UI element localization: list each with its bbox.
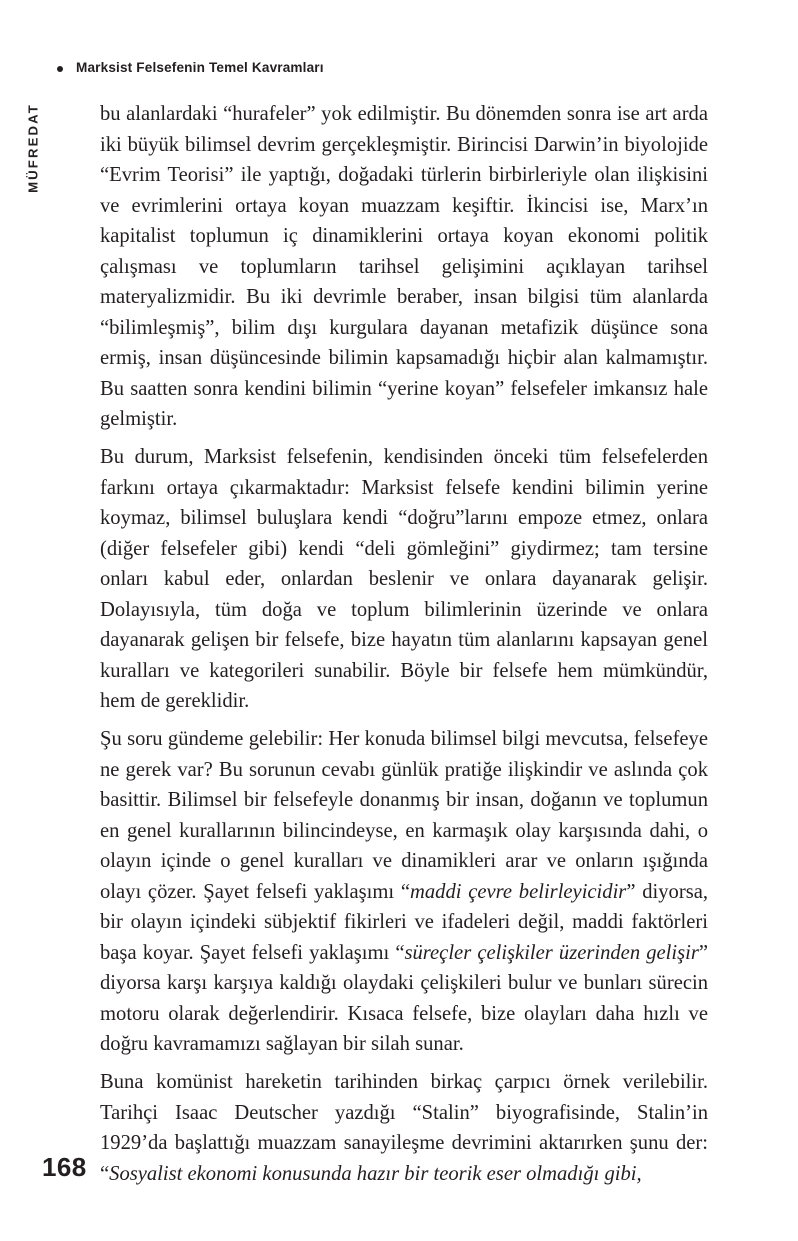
running-head [57, 60, 324, 75]
paragraph: bu alanlardaki “hurafeler” yok edilmiştir. Bu dönemden sonra ise art arda iki büyük bilimsel devrim gerçekleşmiştir. Birincisi Darwin’in biyolojide “Evrim Teorisi” ile yaptığı, doğadaki türlerin birbirleriyle olan ilişkisini ve evrimlerini ortaya koyan muazzam keşiftir. İkincisi ise, Marx’ın kapitalist toplumun iç dinamiklerini ortaya koyan ekonomi politik çalışması ve toplumların tarihsel gelişimini açıklayan tarihsel materyalizmidir. Bu iki devrimle beraber, insan bilgisi tüm alanlarda “bilimleşmiş”, bilim dışı kurgulara dayanan metafizik düşünce sona ermiş, insan düşüncesinde bilimin kapsamadığı hiçbir alan kalmamıştır. Bu saatten sonra kendini bilimin “yerine koyan” felsefeler imkansız hale gelmiştir. [100, 103, 708, 430]
page-number: 168 [42, 1152, 87, 1182]
paragraph: Buna komünist hareketin tarihinden birkaç çarpıcı örnek verilebilir. Tarihçi Isaac Deutscher yazdığı “Stalin” biyografisinde, Stalin’in 1929’da başlattığı muazzam sanayileşme devrimini aktarırken şunu der: “Sosyalist ekonomi konusunda hazır bir teorik eser olmadığı gibi, [100, 1071, 708, 1185]
bullet-icon [57, 66, 63, 72]
paragraph: Bu durum, Marksist felsefenin, kendisinden önceki tüm felsefelerden farkını ortaya çıkarmaktadır: Marksist felsefe kendini bilimin yerine koymaz, bilimsel buluşlara kendi “doğru”larını empoze etmez, onlara (diğer felsefeler gibi) kendi “deli gömleğini” giydirmez; tam tersine onları kabul eder, onlardan beslenir ve onlara dayanarak gelişir. Dolayısıyla, tüm doğa ve toplum bilimlerinin üzerinde ve onlara dayanarak gelişen bir felsefe, bize hayatın tüm alanlarını kapsayan genel kuralları ve kategorileri sunabilir. Böyle bir felsefe hem mümkündür, hem de gereklidir. [100, 446, 708, 712]
body-text-column [100, 99, 708, 1189]
section-tab [0, 88, 66, 208]
running-head-title: Marksist Felsefenin Temel Kavramları [76, 60, 324, 75]
paragraph: Şu soru gündeme gelebilir: Her konuda bilimsel bilgi mevcutsa, felsefeye ne gerek var? Bu sorunun cevabı günlük pratiğe ilişkindir ve aslında çok basittir. Bilimsel bir felsefeyle donanmış bir insan, doğanın ve toplumun en genel kurallarının bilincindeyse, en karmaşık olay karşısında dahi, o olayın içinde o genel kuralları ve dinamikleri arar ve onların ışığında olayı çözer. Şayet felsefi yaklaşımı “maddi çevre belirleyicidir” diyorsa, bir olayın içindeki sübjektif fikirleri ve ifadeleri değil, maddi faktörleri başa koyar. Şayet felsefi yaklaşımı “süreçler çelişkiler üzerinden gelişir” diyorsa karşı karşıya kaldığı olaydaki çelişkileri bulur ve bunları sürecin motoru olarak değerlendirir. Kısaca felsefe, bize olayları daha hızlı ve doğru kavramamızı sağlayan bir silah sunar. [100, 728, 709, 1055]
section-tab-label: MÜFREDAT [25, 103, 41, 193]
